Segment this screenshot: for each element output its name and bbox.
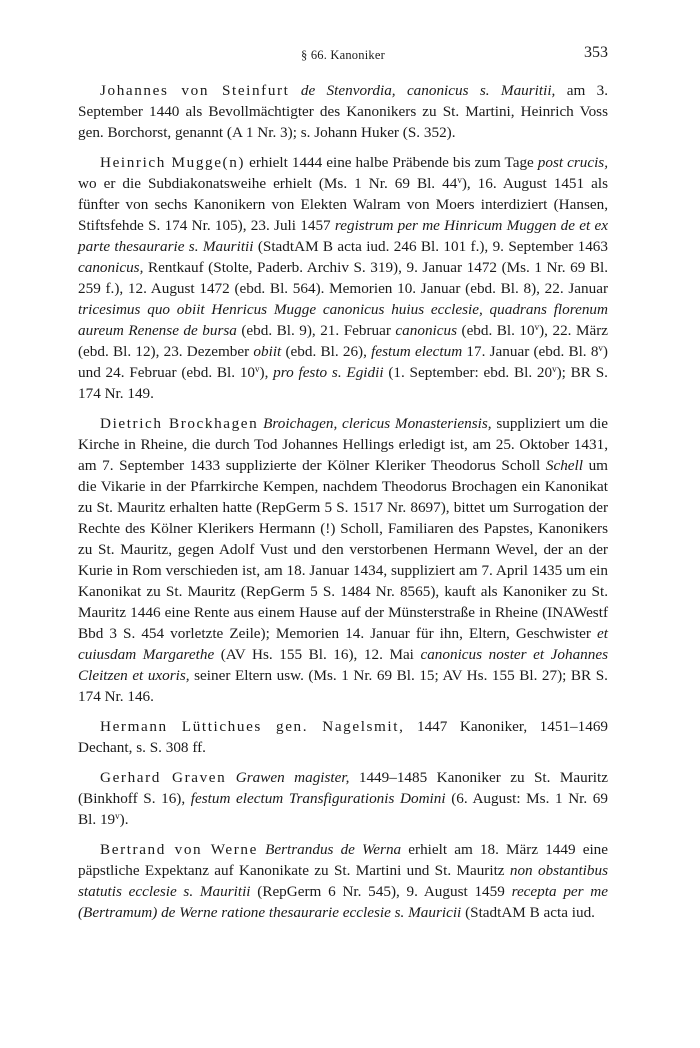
- italic-citation: de Stenvordia, canonicus s. Mauritii,: [300, 82, 556, 99]
- person-name: Bertrand von Werne: [100, 841, 258, 858]
- entry-text: (ebd. Bl. 9), 21. Februar: [236, 322, 396, 339]
- prosopography-entry: [78, 716, 608, 758]
- running-title: § 66. Kanoniker: [301, 48, 385, 62]
- entry-text: 17. Januar (ebd. Bl. 8: [462, 343, 599, 360]
- verso-superscript: v: [115, 811, 120, 821]
- italic-citation: Schell: [545, 457, 583, 474]
- italic-citation: et cuiusdam Margarethe: [78, 625, 608, 663]
- verso-superscript: v: [598, 343, 603, 353]
- entry-text: erhielt 1444 eine halbe Präbende bis zum Tage: [245, 154, 538, 171]
- entry-text: (StadtAM B acta iud. 246 Bl. 101 f.), 9. September 1463: [253, 238, 608, 255]
- entry-text: ).: [119, 811, 129, 828]
- entry-text: ), 22. März (ebd. Bl. 12), 23. Dezember: [78, 322, 608, 360]
- verso-superscript: v: [552, 364, 557, 374]
- italic-citation: Bertrandus de Werna: [265, 841, 402, 858]
- person-name: Heinrich Mugge(n): [100, 154, 246, 171]
- prosopography-entry: [78, 152, 608, 404]
- italic-citation: canonicus noster et Johannes Cleitzen et uxoris,: [78, 646, 608, 684]
- page-number: 353: [584, 44, 608, 61]
- italic-citation: non obstantibus statutis ecclesie s. Mauritii: [78, 862, 608, 900]
- entry-text: 1449–1485 Kanoniker zu St. Mauritz (Binkhoff S. 16),: [78, 769, 608, 807]
- person-name: Hermann Lüttichues gen. Nagelsmit,: [100, 718, 405, 735]
- italic-citation: festum electum Transfigurationis Domini: [190, 790, 446, 807]
- entry-text: wo er die Subdiakonatsweihe erhielt (Ms. 1 Nr. 69 Bl. 44: [78, 175, 458, 192]
- italic-citation: Grawen magister,: [235, 769, 350, 786]
- entry-text: ), 16. August 1451 als fünfter von sechs Kanonikern von Elekten Walram von Moers interdiziert (Hansen, Stiftsfehde S. 174 Nr. 105), 23. Juli 1457: [78, 175, 608, 234]
- entry-text: (AV Hs. 155 Bl. 16), 12. Mai: [214, 646, 421, 663]
- prosopography-entry: [78, 839, 608, 923]
- italic-citation: canonicus,: [78, 259, 144, 276]
- entry-text: ),: [259, 364, 274, 381]
- verso-superscript: v: [255, 364, 260, 374]
- italic-citation: obiit: [253, 343, 282, 360]
- italic-citation: tricesimus quo obiit Henricus Mugge canonicus huius ecclesie, quadrans florenum aureum Renense de bursa: [78, 301, 608, 339]
- italic-citation: canonicus: [395, 322, 458, 339]
- italic-citation: festum electum: [371, 343, 463, 360]
- entry-text: suppliziert um die Kirche in Rheine, die durch Tod Johannes Hellings erledigt ist, am 25. Oktober 1431, am 7. September 1433 supplizierte der Kölner Kleriker Theodorus Scholl: [78, 415, 608, 474]
- italic-citation: pro festo s. Egidii: [273, 364, 384, 381]
- prosopography-entry: [78, 80, 608, 143]
- person-name: Dietrich Brockhagen: [100, 415, 259, 432]
- main-text: [78, 80, 608, 932]
- person-name: Gerhard Graven: [100, 769, 227, 786]
- italic-citation: post crucis,: [537, 154, 609, 171]
- entry-text: seiner Eltern usw. (Ms. 1 Nr. 69 Bl. 15; AV Hs. 155 Bl. 27); BR S. 174 Nr. 146.: [78, 667, 608, 705]
- entry-text: [226, 769, 235, 786]
- entry-text: (ebd. Bl. 10: [457, 322, 535, 339]
- entry-text: (6. August: Ms. 1 Nr. 69 Bl. 19: [78, 790, 608, 828]
- entry-text: ); BR S. 174 Nr. 149.: [78, 364, 608, 402]
- person-name: Johannes von Steinfurt: [100, 82, 290, 99]
- entry-text: am 3. September 1440 als Bevollmächtigter des Kanonikers zu St. Martini, Heinrich Voss gen. Borchorst, genannt (A 1 Nr. 3); s. Johann Huker (S. 352).: [78, 82, 609, 141]
- entry-text: um die Vikarie in der Pfarrkirche Kempen, nachdem Theodorus Brochagen ein Kanonikat zu St. Mauritz erhalten hatte (RepGerm 5 S. 1517 Nr. 8697), bittet um Surrogation der Rechte des Kölner Klerikers Hermann (!) Scholl, Familiaren des Papstes, Kanonikers zu St. Mauritz, gegen Adolf Vust und den verstorbenen Hermann Wevel, der an der Kurie in Rom verschieden ist, am 18. Januar 1434, suppliziert am 7. April 1435 um ein Kanonikat zu St. Mauritz (RepGerm 5 S. 1484 Nr. 8565), kauft als Kanoniker zu St. Mauritz 1446 eine Rente aus einem Hause auf der Münsterstraße in Rheine (INAWestf Bbd 3 S. 454 vorletzte Zeile); Memorien 14. Januar für ihn, Eltern, Geschwister: [78, 457, 608, 642]
- entry-text: (RepGerm 6 Nr. 545), 9. August 1459: [250, 883, 512, 900]
- entry-text: (StadtAM B acta iud.: [461, 904, 595, 921]
- entry-text: [290, 82, 301, 99]
- entry-text: Rentkauf (Stolte, Paderb. Archiv S. 319), 9. Januar 1472 (Ms. 1 Nr. 69 Bl. 259 f.), 12. August 1472 (ebd. Bl. 564). Memorien 10. Januar (ebd. Bl. 8), 22. Januar: [78, 259, 608, 297]
- entry-text: 1447 Kanoniker, 1451–1469 Dechant, s. S. 308 ff.: [78, 718, 609, 756]
- entry-text: erhielt am 18. März 1449 eine päpstliche Expektanz auf Kanonikate zu St. Martini und St. Mauritz: [78, 841, 609, 879]
- entry-text: ) und 24. Februar (ebd. Bl. 10: [78, 343, 608, 381]
- entry-text: (ebd. Bl. 26),: [281, 343, 372, 360]
- verso-superscript: v: [534, 322, 540, 332]
- running-header: [78, 44, 608, 66]
- prosopography-entry: [78, 767, 608, 830]
- italic-citation: Broichagen, clericus Monasteriensis,: [263, 415, 492, 432]
- verso-superscript: v: [457, 175, 462, 185]
- italic-citation: recepta per me (Bertramum) de Werne ratione thesaurarie ecclesie s. Mauricii: [78, 883, 609, 921]
- entry-text: (1. September: ebd. Bl. 20: [383, 364, 553, 381]
- italic-citation: registrum per me Hinricum Muggen de et ex parte thesaurarie s. Mauritii: [78, 217, 609, 255]
- prosopography-entry: [78, 413, 608, 707]
